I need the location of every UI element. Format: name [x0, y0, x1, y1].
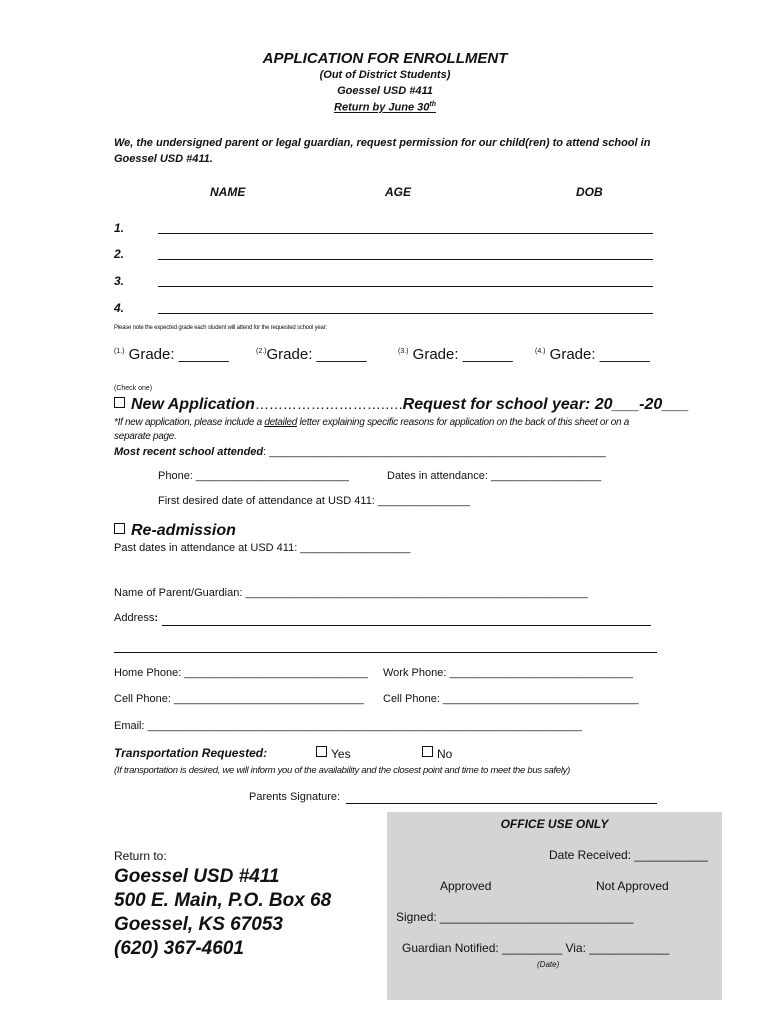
- address-label: Address:: [114, 612, 159, 624]
- grade-field-3[interactable]: $^{(3.)}$ Grade: ______: [398, 346, 513, 363]
- return-address-line2: 500 E. Main, P.O. Box 68: [114, 890, 332, 911]
- guardian-notified-field[interactable]: Guardian Notified: _________ Via: ____________: [402, 941, 670, 955]
- form-return-date: Return by June 30th: [334, 101, 436, 114]
- new-application-note: *If new application, please include a detailed letter explaining specific reasons for application on the back of this sheet or on a separate page.: [114, 417, 629, 442]
- row-number: 2.: [114, 247, 125, 261]
- form-subtitle-usd: Goessel USD #411: [337, 85, 433, 97]
- transport-no-checkbox[interactable]: [422, 746, 433, 757]
- return-to-label: Return to:: [114, 849, 167, 863]
- student-1-line[interactable]: [158, 233, 653, 234]
- row-number: 1.: [114, 221, 125, 235]
- past-dates-field[interactable]: Past dates in attendance at USD 411: __________________: [114, 542, 411, 554]
- new-application-checkbox[interactable]: [114, 397, 125, 408]
- transport-no-option[interactable]: No: [422, 746, 452, 761]
- grade-note: Please note the expected grade each student will attend for the requested school year:: [114, 325, 327, 331]
- new-application-option[interactable]: New Application……………………….….Request for school year: 20___-20___: [114, 396, 689, 414]
- date-caption: (Date): [537, 960, 560, 969]
- student-2-line[interactable]: [158, 259, 653, 260]
- grade-field-1[interactable]: $^{(1.)}$ Grade: ______: [114, 346, 229, 363]
- address-line-2[interactable]: [114, 652, 657, 653]
- signature-line[interactable]: [346, 803, 657, 804]
- intro-paragraph: We, the undersigned parent or legal guardian, request permission for our child(ren) to attend school in Goessel USD #411.: [114, 137, 651, 165]
- return-address-line3: Goessel, KS 67053: [114, 914, 283, 935]
- email-field[interactable]: Email: _______________________________________________________________________: [114, 720, 582, 732]
- check-one-label: (Check one): [114, 385, 153, 392]
- form-subtitle-district: (Out of District Students): [319, 69, 451, 81]
- grade-field-2[interactable]: $^{(2.)}$Grade: ______: [256, 346, 367, 363]
- return-phone: (620) 367-4601: [114, 938, 244, 959]
- address-line-1[interactable]: [162, 625, 651, 626]
- readmission-option[interactable]: Re-admission: [114, 522, 236, 540]
- date-received-field[interactable]: Date Received: ___________: [549, 848, 708, 862]
- column-name: NAME: [210, 185, 246, 199]
- grade-field-4[interactable]: $^{(4.)}$ Grade: ______: [535, 346, 650, 363]
- office-title: OFFICE USE ONLY: [500, 817, 609, 831]
- office-use-box: [387, 812, 722, 1000]
- column-age: AGE: [385, 185, 412, 199]
- readmission-checkbox[interactable]: [114, 523, 125, 534]
- first-date-field[interactable]: First desired date of attendance at USD 411: _______________: [158, 495, 470, 507]
- signature-label: Parents Signature:: [249, 791, 341, 803]
- phone-field[interactable]: Phone: _________________________: [158, 470, 349, 482]
- column-dob: DOB: [576, 185, 603, 199]
- return-address-line1: Goessel USD #411: [114, 866, 280, 887]
- parent-name-field[interactable]: Name of Parent/Guardian: ________________________________________________________: [114, 587, 589, 599]
- signed-field[interactable]: Signed: _____________________________: [396, 910, 634, 924]
- student-3-line[interactable]: [158, 286, 653, 287]
- student-4-line[interactable]: [158, 313, 653, 314]
- not-approved-option[interactable]: Not Approved: [596, 879, 669, 893]
- transport-yes-checkbox[interactable]: [316, 746, 327, 757]
- transport-yes-option[interactable]: Yes: [316, 746, 351, 761]
- transport-label: Transportation Requested:: [114, 746, 268, 760]
- row-number: 4.: [114, 301, 125, 315]
- cell-phone-field-2[interactable]: Cell Phone: ________________________________: [383, 693, 639, 705]
- recent-school-field[interactable]: Most recent school attended: _______________________________________________________: [114, 446, 606, 458]
- form-title: APPLICATION FOR ENROLLMENT: [262, 50, 508, 67]
- row-number: 3.: [114, 274, 125, 288]
- work-phone-field[interactable]: Work Phone: ______________________________: [383, 667, 633, 679]
- dates-attendance-field[interactable]: Dates in attendance: __________________: [387, 470, 602, 482]
- transport-note: (If transportation is desired, we will inform you of the availability and the closest point and time to meet the bus safely): [114, 765, 570, 776]
- approved-option[interactable]: Approved: [440, 879, 492, 893]
- cell-phone-field-1[interactable]: Cell Phone: _______________________________: [114, 693, 364, 705]
- home-phone-field[interactable]: Home Phone: ______________________________: [114, 667, 368, 679]
